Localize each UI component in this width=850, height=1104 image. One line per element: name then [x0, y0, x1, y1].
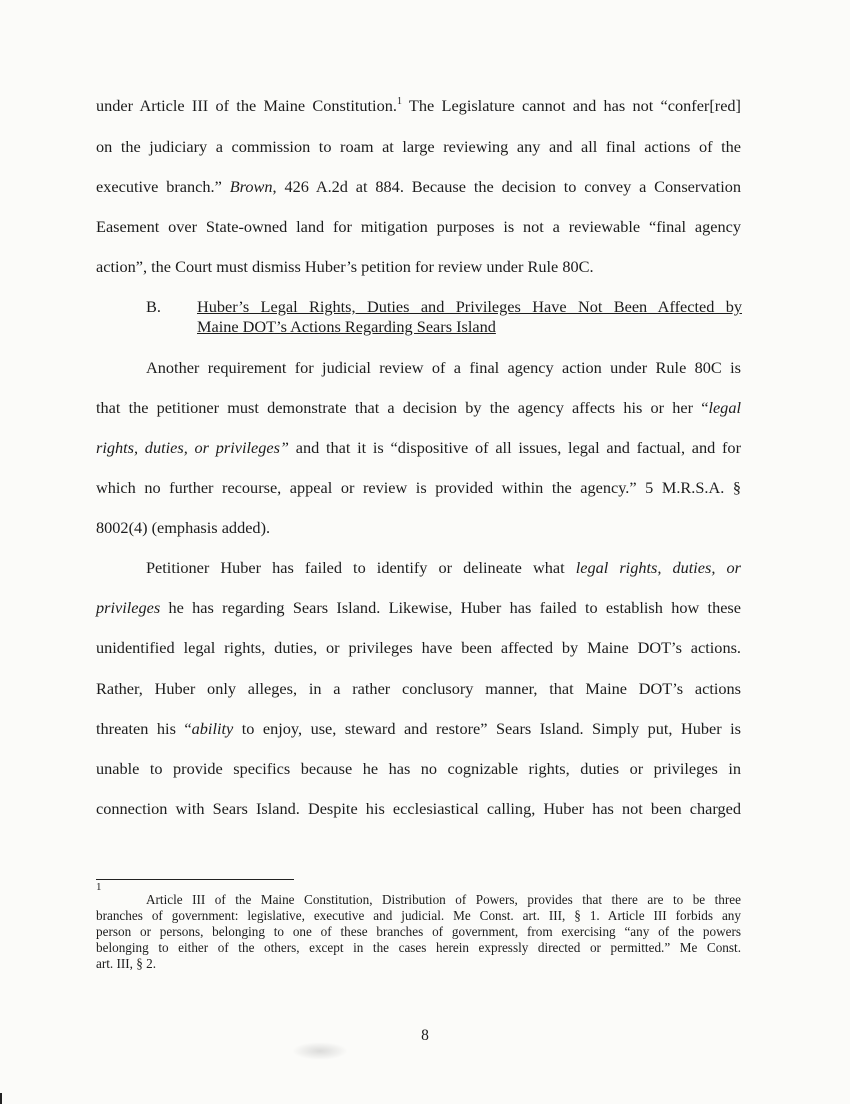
section-letter: B.	[146, 297, 161, 316]
case-citation: Brown	[229, 177, 273, 196]
paragraph-3-line-5: threaten his “ability to enjoy, use, steward and restore” Sears Island. Simply put, Huber is	[96, 719, 741, 738]
footnote-line-1: Article III of the Maine Constitution, Distribution of Powers, provides that there are to be three	[146, 892, 741, 907]
paragraph-2-line-4: which no further recourse, appeal or review is provided within the agency.” 5 M.R.S.A. §	[96, 478, 741, 497]
paragraph-3-line-6: unable to provide specifics because he has no cognizable rights, duties or privileges in	[96, 759, 741, 778]
paragraph-2-line-3: rights, duties, or privileges” and that it is “dispositive of all issues, legal and factual, and for	[96, 438, 741, 457]
footnote-line-3: person or persons, belonging to one of these branches of government, from exercising “any of the powers	[96, 924, 741, 939]
section-title-line-1: Huber’s Legal Rights, Duties and Privileges Have Not Been Affected by	[197, 297, 742, 316]
paragraph-3-line-3: unidentified legal rights, duties, or privileges have been affected by Maine DOT’s actions.	[96, 638, 741, 657]
scan-edge-mark	[0, 1093, 2, 1104]
section-title	[197, 297, 742, 337]
footnote-line-5: art. III, § 2.	[96, 956, 157, 971]
footnote-line-2: branches of government: legislative, executive and judicial. Me Const. art. III, § 1. Article III forbids any	[96, 908, 741, 923]
footnote-separator	[96, 879, 294, 880]
footnote-line-4: belonging to either of the others, except in the cases herein expressly directed or permitted.” Me Const.	[96, 940, 741, 955]
paragraph-1-line-5: action”, the Court must dismiss Huber’s petition for review under Rule 80C.	[96, 257, 594, 276]
footnote-marker: 1	[96, 881, 102, 893]
paragraph-3-line-1: Petitioner Huber has failed to identify or delineate what legal rights, duties, or	[146, 558, 741, 577]
paragraph-3-line-7: connection with Sears Island. Despite his ecclesiastical calling, Huber has not been charged	[96, 799, 741, 818]
paragraph-1-line-3: executive branch.” Brown, 426 A.2d at 884. Because the decision to convey a Conservation	[96, 177, 741, 196]
paragraph-2-line-5: 8002(4) (emphasis added).	[96, 518, 271, 537]
paragraph-2-line-2: that the petitioner must demonstrate that a decision by the agency affects his or her “legal	[96, 398, 741, 417]
section-title-line-2: Maine DOT’s Actions Regarding Sears Island	[197, 317, 496, 336]
paragraph-1-line-4: Easement over State-owned land for mitigation purposes is not a reviewable “final agency	[96, 217, 741, 236]
paragraph-1-line-1: under Article III of the Maine Constitution.$^1$ The Legislature cannot and has not “confer[red]	[96, 96, 741, 115]
paragraph-3-line-4: Rather, Huber only alleges, in a rather conclusory manner, that Maine DOT’s actions	[96, 679, 741, 698]
scan-smudge	[292, 1042, 348, 1060]
footnote-reference[interactable]: 1	[396, 96, 402, 107]
paragraph-1-line-2: on the judiciary a commission to roam at large reviewing any and all final actions of the	[96, 137, 741, 156]
page-number: 8	[421, 1027, 429, 1044]
paragraph-3-line-2: privileges he has regarding Sears Island. Likewise, Huber has failed to establish how these	[96, 598, 741, 617]
paragraph-2-line-1: Another requirement for judicial review of a final agency action under Rule 80C is	[146, 358, 741, 377]
